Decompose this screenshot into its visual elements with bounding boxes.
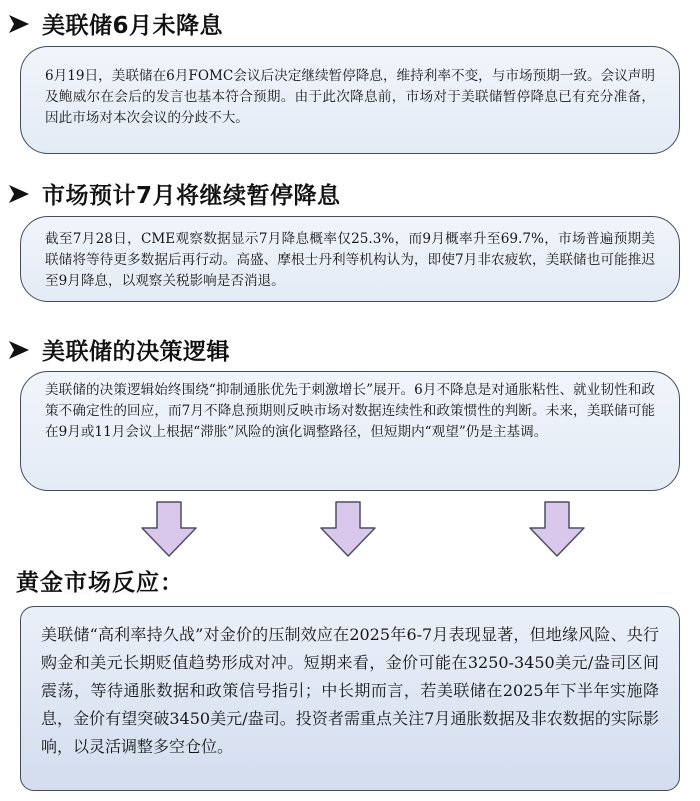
section-heading-text: 美联储6月未降息 — [42, 13, 224, 39]
section-box-2 — [20, 216, 680, 302]
section-heading-3 — [8, 333, 230, 366]
section-heading-text: 美联储的决策逻辑 — [42, 339, 230, 365]
conclusion-box — [20, 606, 680, 791]
section-body-text: 6月19日，美联储在6月FOMC会议后决定继续暂停降息，维持利率不变，与市场预期一致。会议声明及鲍威尔在会后的发言也基本符合预期。由于此次降息前，市场对于美联储暂停降息已有充分准备，因此市场对本次会议的分歧不大。 — [45, 68, 655, 126]
down-arrow-icon — [140, 500, 198, 558]
section-body-text: 截至7月28日，CME观察数据显示7月降息概率仅25.3%，而9月概率升至69.7%，市场普遍预期美联储将等待更多数据后再行动。高盛、摩根士丹利等机构认为，即使7月非农疲软，美联储也可能推迟至9月降息，以观察关税影响是否消退。 — [45, 231, 655, 289]
conclusion-title: 黄金市场反应： — [16, 570, 184, 596]
conclusion-body-text: 美联储“高利率持久战”对金价的压制效应在2025年6-7月表现显著，但地缘风险、央行购金和美元长期贬值趋势形成对冲。短期来看，金价可能在3250-3450美元/盎司区间震荡，等待通胀数据和政策信号指引；中长期而言，若美联储在2025年下半年实施降息，金价有望突破3450美元/盎司。投资者需重点关注7月通胀数据及非农数据的实际影响，以灵活调整多空仓位。 — [41, 625, 659, 756]
section-heading-text: 市场预计7月将继续暂停降息 — [42, 183, 341, 209]
arrowhead-icon — [8, 340, 30, 360]
section-box-3 — [20, 371, 680, 491]
arrowhead-icon — [8, 14, 30, 34]
down-arrow-icon — [528, 500, 586, 558]
arrowhead-icon — [8, 184, 30, 204]
section-box-1 — [20, 46, 680, 154]
down-arrow-icon — [319, 500, 377, 558]
section-heading-2 — [8, 177, 341, 210]
section-heading-1 — [8, 7, 223, 40]
section-body-text: 美联储的决策逻辑始终围绕“抑制通胀优先于刺激增长”展开。6月不降息是对通胀粘性、就业韧性和政策不确定性的回应，而7月不降息预期则反映市场对数据连续性和政策惯性的判断。未来，美联储可能在9月或11月会议上根据“滞胀”风险的演化调整路径，但短期内“观望”仍是主基调。 — [45, 382, 655, 440]
